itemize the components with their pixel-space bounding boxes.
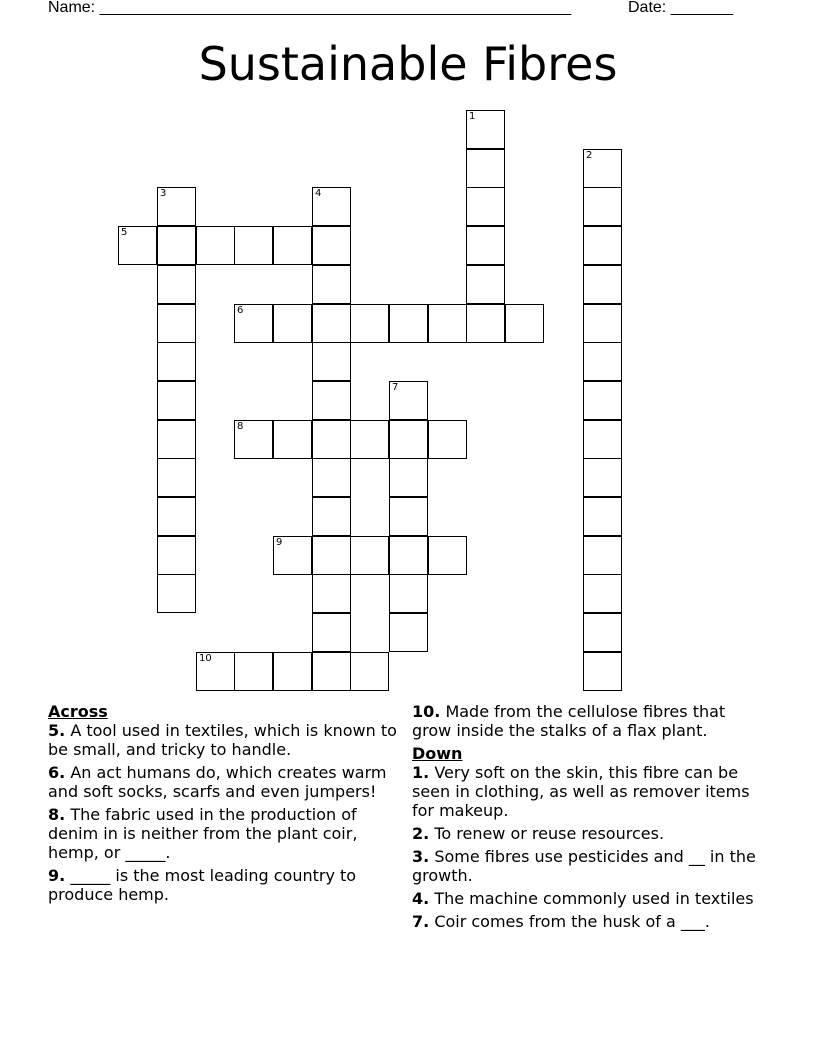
crossword-cell[interactable] [466, 304, 505, 343]
crossword-cell[interactable] [312, 304, 351, 343]
crossword-cell[interactable] [350, 304, 389, 343]
crossword-cell[interactable] [389, 613, 428, 652]
crossword-cell[interactable] [583, 420, 622, 459]
clue-across-6 [48, 763, 403, 801]
crossword-cell[interactable] [157, 536, 196, 575]
clue-down-3 [412, 847, 768, 885]
crossword-cell[interactable] [583, 497, 622, 536]
clue-number: 5. [48, 721, 66, 740]
crossword-cell[interactable] [583, 149, 622, 188]
crossword-cell[interactable] [350, 420, 389, 459]
crossword-cell[interactable] [583, 613, 622, 652]
crossword-cell[interactable] [583, 226, 622, 265]
clue-across-8 [48, 805, 403, 862]
cell-number: 1 [469, 111, 476, 122]
crossword-cell[interactable] [312, 226, 351, 265]
clue-text: Some fibres use pesticides and __ in the growth. [412, 847, 756, 885]
crossword-cell[interactable] [118, 226, 157, 265]
crossword-cell[interactable] [389, 458, 428, 497]
clue-down-1 [412, 763, 768, 820]
crossword-cell[interactable] [234, 226, 273, 265]
crossword-cell[interactable] [157, 226, 196, 265]
crossword-cell[interactable] [389, 420, 428, 459]
crossword-cell[interactable] [157, 342, 196, 381]
crossword-cell[interactable] [466, 226, 505, 265]
across-heading: Across [48, 702, 108, 721]
clue-down-4 [412, 889, 768, 908]
crossword-cell[interactable] [234, 652, 273, 691]
crossword-cell[interactable] [583, 652, 622, 691]
crossword-cell[interactable] [583, 304, 622, 343]
clue-down-7 [412, 912, 768, 931]
crossword-cell[interactable] [389, 381, 428, 420]
crossword-cell[interactable] [428, 536, 467, 575]
crossword-cell[interactable] [505, 304, 544, 343]
crossword-cell[interactable] [312, 497, 351, 536]
clue-text: Made from the cellulose fibres that grow inside the stalks of a flax plant. [412, 702, 726, 740]
clue-text: Coir comes from the husk of a ___. [434, 912, 710, 931]
clue-across-10 [412, 702, 768, 740]
page-title: Sustainable Fibres [198, 37, 618, 91]
clue-number: 4. [412, 889, 430, 908]
crossword-cell[interactable] [428, 304, 467, 343]
crossword-cell[interactable] [389, 304, 428, 343]
clue-text: The machine commonly used in textiles [434, 889, 754, 908]
crossword-cell[interactable] [583, 381, 622, 420]
cell-number: 3 [160, 188, 167, 199]
crossword-cell[interactable] [350, 652, 389, 691]
crossword-cell[interactable] [312, 420, 351, 459]
crossword-cell[interactable] [157, 420, 196, 459]
clue-down-2 [412, 824, 768, 843]
crossword-cell[interactable] [583, 342, 622, 381]
crossword-cell[interactable] [157, 458, 196, 497]
crossword-cell[interactable] [157, 381, 196, 420]
crossword-cell[interactable] [196, 226, 235, 265]
clue-number: 6. [48, 763, 66, 782]
down-heading: Down [412, 744, 463, 763]
crossword-cell[interactable] [583, 187, 622, 226]
crossword-cell[interactable] [273, 226, 312, 265]
clue-number: 7. [412, 912, 430, 931]
clue-across-5 [48, 721, 403, 759]
crossword-cell[interactable] [466, 149, 505, 188]
crossword-cell[interactable] [466, 265, 505, 304]
clue-number: 2. [412, 824, 430, 843]
clue-number: 1. [412, 763, 430, 782]
crossword-cell[interactable] [273, 536, 312, 575]
cell-number: 8 [237, 421, 244, 432]
crossword-cell[interactable] [273, 420, 312, 459]
date-field-label: Date: _______ [628, 0, 733, 16]
crossword-cell[interactable] [312, 613, 351, 652]
clue-text: _____ is the most leading country to produce hemp. [48, 866, 357, 904]
clue-across-9 [48, 866, 403, 904]
crossword-cell[interactable] [428, 420, 467, 459]
cell-number: 9 [276, 537, 283, 548]
crossword-cell[interactable] [312, 342, 351, 381]
crossword-cell[interactable] [157, 304, 196, 343]
crossword-cell[interactable] [389, 536, 428, 575]
clue-number: 10. [412, 702, 441, 721]
crossword-cell[interactable] [157, 574, 196, 613]
clue-number: 3. [412, 847, 430, 866]
clue-text: To renew or reuse resources. [434, 824, 665, 843]
crossword-cell[interactable] [273, 304, 312, 343]
crossword-cell[interactable] [312, 536, 351, 575]
clue-text: An act humans do, which creates warm and soft socks, scarfs and even jumpers! [48, 763, 387, 801]
clue-number: 8. [48, 805, 66, 824]
cell-number: 5 [121, 227, 128, 238]
cell-number: 10 [199, 653, 212, 664]
name-field-label: Name: _____________________________________________________ [48, 0, 572, 16]
crossword-cell[interactable] [583, 574, 622, 613]
clues-right-column [412, 702, 768, 935]
clue-text: A tool used in textiles, which is known to be small, and tricky to handle. [48, 721, 397, 759]
crossword-cell[interactable] [312, 652, 351, 691]
crossword-cell[interactable] [466, 110, 505, 149]
cell-number: 6 [237, 305, 244, 316]
cell-number: 7 [392, 382, 399, 393]
cell-number: 2 [586, 150, 593, 161]
clue-text: The fabric used in the production of denim in is neither from the plant coir, hemp, or _____. [48, 805, 358, 862]
crossword-cell[interactable] [583, 536, 622, 575]
crossword-cell[interactable] [350, 536, 389, 575]
crossword-cell[interactable] [583, 265, 622, 304]
crossword-cell[interactable] [389, 574, 428, 613]
crossword-cell[interactable] [583, 458, 622, 497]
clues-left-column [48, 702, 403, 908]
crossword-cell[interactable] [157, 187, 196, 226]
crossword-cell[interactable] [312, 187, 351, 226]
crossword-cell[interactable] [157, 265, 196, 304]
crossword-cell[interactable] [312, 574, 351, 613]
crossword-cell[interactable] [157, 497, 196, 536]
crossword-cell[interactable] [234, 304, 273, 343]
clue-number: 9. [48, 866, 66, 885]
crossword-cell[interactable] [312, 381, 351, 420]
crossword-cell[interactable] [312, 458, 351, 497]
clue-text: Very soft on the skin, this fibre can be seen in clothing, as well as remover items for makeup. [412, 763, 750, 820]
crossword-cell[interactable] [196, 652, 235, 691]
crossword-cell[interactable] [466, 187, 505, 226]
cell-number: 4 [315, 188, 322, 199]
crossword-cell[interactable] [234, 420, 273, 459]
crossword-cell[interactable] [389, 497, 428, 536]
crossword-cell[interactable] [273, 652, 312, 691]
crossword-cell[interactable] [312, 265, 351, 304]
